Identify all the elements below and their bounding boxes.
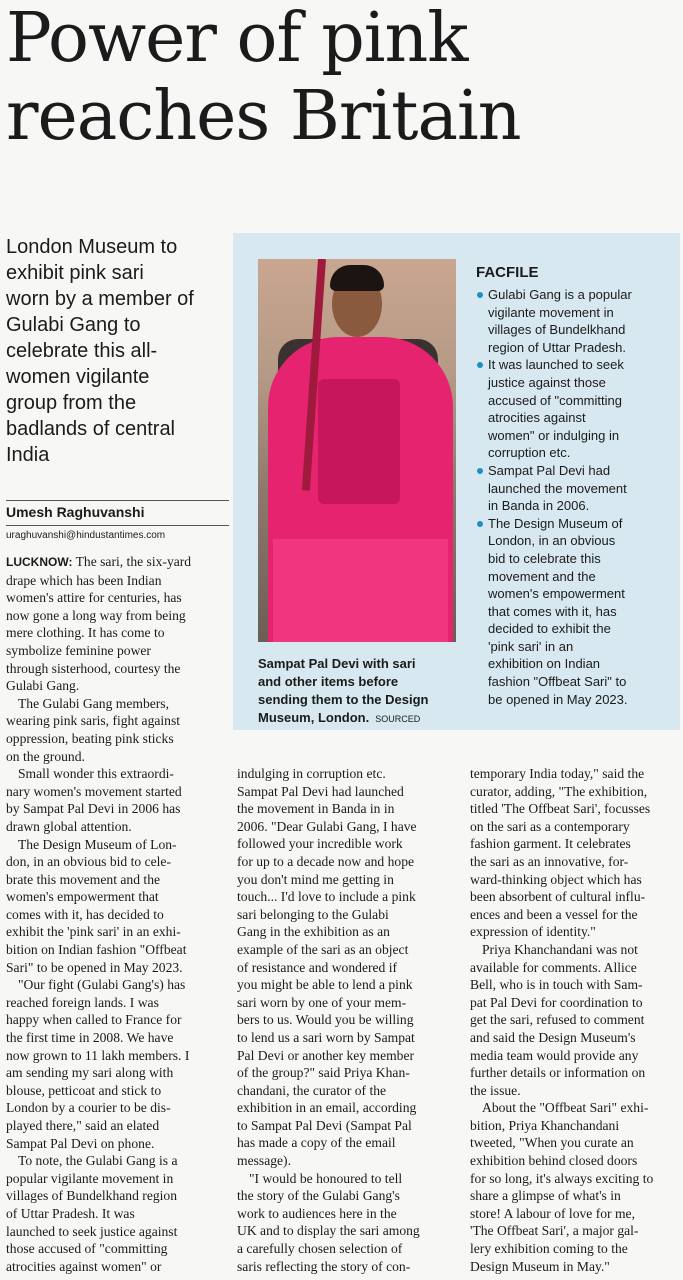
article-line: blouse, petticoat and stick to <box>6 1082 162 1098</box>
fact-line: fashion "Offbeat Sari" to <box>488 674 627 690</box>
fact-line: The Design Museum of <box>488 515 623 531</box>
article-line: curator, adding, "The exhibition, <box>470 783 648 799</box>
article-line: UK and to display the sari among <box>237 1223 420 1239</box>
fact-line: vigilante movement in <box>488 304 614 320</box>
article-column-2 <box>237 765 460 1275</box>
article-line: drawn global attention. <box>6 818 132 834</box>
fact-line: in Banda in 2006. <box>488 498 590 514</box>
article-line: of Uttar Pradesh. It was <box>6 1205 135 1221</box>
caption-line: Sampat Pal Devi with sari <box>258 656 416 671</box>
article-line: "Our fight (Gulabi Gang's) has <box>18 977 186 993</box>
article-line: message). <box>237 1153 291 1169</box>
byline: Umesh Raghuvanshi <box>6 504 145 520</box>
bullet-icon <box>477 362 483 368</box>
article-line: followed your incredible work <box>237 836 403 852</box>
article-line: the movement in Banda in in <box>237 801 395 817</box>
deck-line: Gulabi Gang to <box>6 314 141 336</box>
caption-line-last <box>258 709 458 728</box>
article-line: Gulabi Gang. <box>6 678 80 694</box>
headline <box>6 0 676 156</box>
article-line: Sampat Pal Devi had launched <box>237 783 404 799</box>
deck-line: badlands of central <box>6 418 176 440</box>
article-line: women's attire for centuries, has <box>6 590 182 606</box>
photo-caption <box>258 655 458 728</box>
article-line: Gang in the exhibition as an <box>237 924 390 940</box>
article-line: of the group?" said Priya Khan- <box>237 1065 410 1081</box>
fact-line: bid to celebrate this <box>488 550 601 566</box>
photo-sari <box>318 379 400 504</box>
article-line: to Sampat Pal Devi (Sampat Pal <box>237 1117 412 1133</box>
article-line: fashion garment. It celebrates <box>470 836 631 852</box>
fact-line: Sampat Pal Devi had <box>488 462 611 478</box>
deck-line: group from the <box>6 392 137 414</box>
article-line: mere clothing. It has come to <box>6 625 165 641</box>
factfile-item <box>476 462 676 515</box>
article-line: you might be able to lend a pink <box>237 977 413 993</box>
fact-line: Gulabi Gang is a popular <box>488 287 632 302</box>
fact-line: launched the movement <box>488 480 627 496</box>
byline-rule-bottom <box>6 525 229 526</box>
article-line: To note, the Gulabi Gang is a <box>18 1153 178 1169</box>
headline-line: reaches Britain <box>6 77 521 156</box>
factfile-title: FACFILE <box>476 264 539 281</box>
article-line: Sampat Pal Devi on phone. <box>6 1135 155 1151</box>
fact-line: decided to exhibit the <box>488 621 611 637</box>
article-line: a carefully chosen selection of <box>237 1241 403 1257</box>
deck-line: exhibit pink sari <box>6 262 144 284</box>
article-line: exhibition behind closed doors <box>470 1153 638 1169</box>
article-line: reached foreign lands. I was <box>6 994 159 1010</box>
article-line: on the sari as a contemporary <box>470 818 630 834</box>
article-line: the first time in 2008. We have <box>6 1030 174 1046</box>
article-line: sari belonging to the Gulabi <box>237 906 389 922</box>
article-line: London by a courier to be dis- <box>6 1100 171 1116</box>
article-line: Sari" to be opened in May 2023. <box>6 959 183 975</box>
bullet-icon <box>477 521 483 527</box>
factfile-item <box>476 515 676 709</box>
article-line: tweeted, "When you curate an <box>470 1135 634 1151</box>
article-line: of resistance and wondered if <box>237 959 398 975</box>
article-line <box>6 553 224 572</box>
article-line: atrocities against women" or <box>6 1258 162 1274</box>
headline-line: Power of pink <box>6 0 468 78</box>
factfile-item <box>476 356 676 462</box>
article-line: ward-thinking object which has <box>470 871 642 887</box>
article-line: get the sari, refused to comment <box>470 1012 645 1028</box>
factfile-item <box>476 286 676 356</box>
deck-line: India <box>6 444 50 466</box>
article-line: oppression, beating pink sticks <box>6 730 174 746</box>
article-line: for up to a decade now and hope <box>237 853 415 869</box>
fact-line: villages of Bundelkhand <box>488 322 626 338</box>
article-line: comes with it, has decided to <box>6 906 164 922</box>
fact-line: atrocities against <box>488 410 586 426</box>
article-line: Pal Devi or another key member <box>237 1047 415 1063</box>
article-line: sari worn by one of your mem- <box>237 994 407 1010</box>
article-line: through sisterhood, courtesy the <box>6 660 181 676</box>
article-line: lery exhibition coming to the <box>470 1241 628 1257</box>
fact-line: accused of "committing <box>488 392 622 408</box>
article-line: temporary India today," said the <box>470 766 645 781</box>
article-line: ences and been a vessel for the <box>470 906 638 922</box>
article-line: exhibit the 'pink sari' in an exhi- <box>6 924 181 940</box>
photo-credit: SOURCED <box>375 714 421 724</box>
article-line: villages of Bundelkhand region <box>6 1188 178 1204</box>
article-line: the story of the Gulabi Gang's <box>237 1188 400 1204</box>
article-line: wearing pink saris, fight against <box>6 713 181 729</box>
article-line: has made a copy of the email <box>237 1135 396 1151</box>
byline-rule-top <box>6 500 229 501</box>
article-line: happy when called to France for <box>6 1012 182 1028</box>
fact-line: be opened in May 2023. <box>488 691 628 707</box>
fact-line: 'pink sari' in an <box>488 638 574 654</box>
article-line: played there," said an elated <box>6 1118 160 1133</box>
article-line: you don't mind me getting in <box>237 871 394 887</box>
article-line: The Gulabi Gang members, <box>18 695 169 711</box>
article-line: About the "Offbeat Sari" exhi- <box>482 1100 649 1116</box>
article-line: now grown to 11 lakh members. I <box>6 1047 190 1063</box>
article-column-1 <box>6 553 224 1275</box>
factfile-list <box>476 286 676 708</box>
article-line: bition on Indian fashion "Offbeat <box>6 942 187 958</box>
photo-hair <box>330 265 384 291</box>
deck-line: celebrate this all- <box>6 340 158 362</box>
deck <box>6 234 224 468</box>
article-line: the sari as an innovative, for- <box>470 853 629 869</box>
deck-line: women vigilante <box>6 366 150 388</box>
fact-line: region of Uttar Pradesh. <box>488 339 627 355</box>
article-line: store! A labour of love for me, <box>470 1205 635 1221</box>
article-line: for so long, it's always exciting to <box>470 1170 654 1186</box>
article-line: 'The Offbeat Sari', a major gal- <box>470 1223 639 1239</box>
caption-line: and other items before <box>258 674 399 689</box>
article-line: bition, Priya Khanchandani <box>470 1117 620 1133</box>
article-line: titled 'The Offbeat Sari', focusses <box>470 801 651 817</box>
article-line: share a glimpse of what's in <box>470 1188 621 1204</box>
article-line: nary women's movement started <box>6 783 182 799</box>
fact-line: exhibition on Indian <box>488 656 601 672</box>
dateline: LUCKNOW: <box>6 555 73 569</box>
bullet-icon <box>477 468 483 474</box>
fact-line: London, in an obvious <box>488 533 616 549</box>
article-line: example of the sari as an object <box>237 941 409 957</box>
article-line: been absorbent of cultural influ- <box>470 889 646 905</box>
article-line: Small wonder this extraordi- <box>18 766 174 782</box>
deck-line: London Museum to <box>6 236 178 258</box>
article-line: the issue. <box>470 1082 521 1098</box>
article-line: launched to seek justice against <box>6 1223 178 1239</box>
article-line: am sending my sari along with <box>6 1065 174 1081</box>
article-line: The Design Museum of Lon- <box>18 836 177 852</box>
fact-line: corruption etc. <box>488 445 571 461</box>
article-line: work to audiences here in the <box>237 1205 397 1221</box>
article-line: Bell, who is in touch with Sam- <box>470 977 643 993</box>
fact-line: women's empowerment <box>488 586 625 602</box>
author-email: uraghuvanshi@hindustantimes.com <box>6 530 166 541</box>
article-line: pat Pal Devi for coordination to <box>470 994 643 1010</box>
article-line: brate this movement and the <box>6 871 161 887</box>
article-line: expression of identity." <box>470 924 596 940</box>
bullet-icon <box>477 292 483 298</box>
article-line: to lend us a sari worn by Sampat <box>237 1029 415 1045</box>
article-line: available for comments. Allice <box>470 959 637 975</box>
article-column-3 <box>470 765 680 1275</box>
article-line: by Sampat Pal Devi in 2006 has <box>6 801 181 817</box>
article-line: touch... I'd love to include a pink <box>237 889 416 905</box>
deck-line: worn by a member of <box>6 288 194 310</box>
article-line: and said the Design Museum's <box>470 1029 636 1045</box>
caption-text: Museum, London. <box>258 710 370 725</box>
fact-line: that comes with it, has <box>488 603 617 619</box>
fact-line: justice against those <box>488 374 606 390</box>
news-photo <box>258 259 456 642</box>
caption-line: sending them to the Design <box>258 692 429 707</box>
article-line: drape which has been Indian <box>6 572 162 588</box>
article-line: those accused of "committing <box>6 1241 168 1257</box>
article-text: The sari, the six-yard <box>72 554 192 569</box>
article-line: Design Museum in May." <box>470 1258 610 1274</box>
article-line: exhibition in an email, according <box>237 1100 417 1116</box>
fact-line: movement and the <box>488 568 596 584</box>
article-line: symbolize feminine power <box>6 642 151 658</box>
article-line: Priya Khanchandani was not <box>482 941 638 957</box>
photo-lap <box>273 539 448 642</box>
article-line: on the ground. <box>6 748 85 764</box>
article-line: chandani, the curator of the <box>237 1082 387 1098</box>
article-line: bers to us. Would you be willing <box>237 1012 414 1028</box>
fact-line: women" or indulging in <box>488 427 620 443</box>
article-line: popular vigilante movement in <box>6 1170 174 1186</box>
fact-line: It was launched to seek <box>488 357 624 373</box>
article-line: indulging in corruption etc. <box>237 766 386 781</box>
article-line: "I would be honoured to tell <box>249 1170 403 1186</box>
article-line: media team would provide any <box>470 1047 639 1063</box>
article-line: women's empowerment that <box>6 889 159 905</box>
article-line: 2006. "Dear Gulabi Gang, I have <box>237 818 417 834</box>
article-line: now gone a long way from being <box>6 607 186 623</box>
article-line: don, in an obvious bid to cele- <box>6 854 171 870</box>
article-line: further details or information on <box>470 1065 646 1081</box>
article-line: saris reflecting the story of con- <box>237 1258 411 1274</box>
